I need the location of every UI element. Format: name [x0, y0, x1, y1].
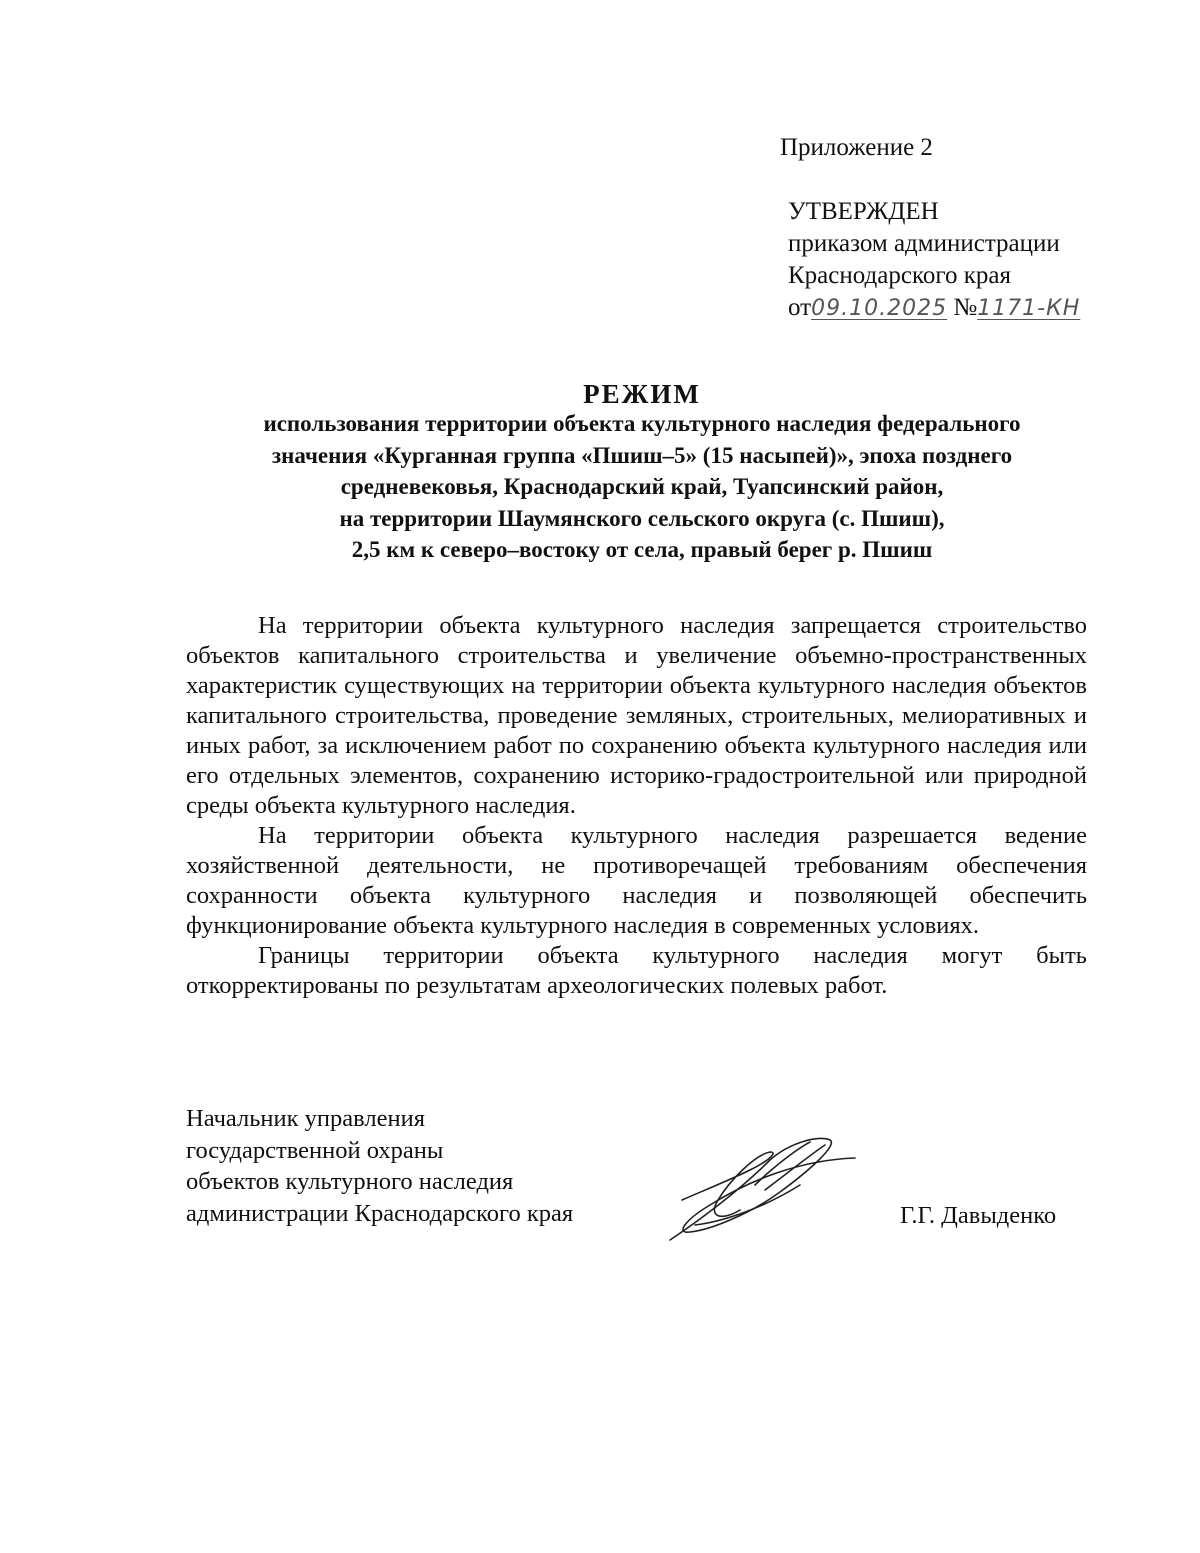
- order-number: 1171-КН: [977, 296, 1081, 321]
- approval-line-1: приказом администрации: [788, 230, 1060, 257]
- subtitle-line: использования территории объекта культурного наследия федерального: [263, 411, 1021, 436]
- document-subtitle: [150, 408, 1134, 566]
- approval-block: [788, 196, 1080, 325]
- signer-name: Г.Г. Давыденко: [900, 1202, 1057, 1229]
- subtitle-line: 2,5 км к северо–востоку от села, правый берег р. Пшиш: [351, 537, 933, 562]
- subtitle-line: на территории Шаумянского сельского округа (с. Пшиш),: [339, 505, 945, 531]
- order-number-label: №: [953, 294, 978, 321]
- order-from-label: от: [788, 294, 812, 321]
- document-title: РЕЖИМ: [583, 379, 701, 409]
- appendix-label: Приложение 2: [780, 134, 933, 161]
- subtitle-line: значения «Курганная группа «Пшиш–5» (15 насыпей)», эпоха позднего: [271, 442, 1013, 468]
- signer-position-line: объектов культурного наследия: [186, 1168, 514, 1195]
- handwritten-signature: [660, 1130, 880, 1250]
- subtitle-line: средневековья, Краснодарский край, Туапсинский район,: [340, 474, 944, 499]
- approval-line-2: Краснодарского края: [788, 262, 1011, 289]
- document-body: [186, 611, 1087, 1001]
- signer-position: [186, 1103, 573, 1229]
- body-paragraph: На территории объекта культурного наследия разрешается ведение хозяйственной деятельности, не противоречащей требованиям обеспечения сохранности объекта культурного наследия и позволяющей обеспечить функционирование объекта культурного наследия в современных условиях.: [186, 822, 1087, 939]
- body-paragraph: На территории объекта культурного наследия запрещается строительство объектов капитального строительства и увеличение объемно-пространственных характеристик существующих на территории объекта культурного наследия объектов капитального строительства, проведение земляных, строительных, мелиоративных и иных работ, за исключением работ по сохранению объекта культурного наследия или его отдельных элементов, сохранению историко-градостроительной или природной среды объекта культурного наследия.: [186, 612, 1087, 819]
- order-date: 09.10.2025: [811, 296, 948, 321]
- order-reference: [788, 292, 1080, 325]
- approval-status: УТВЕРЖДЕН: [788, 198, 939, 225]
- signer-position-line: администрации Краснодарского края: [186, 1199, 574, 1227]
- signer-position-line: Начальник управления: [186, 1105, 425, 1132]
- body-paragraph: Границы территории объекта культурного наследия могут быть откорректированы по результатам археологических полевых работ.: [186, 942, 1087, 999]
- signer-position-line: государственной охраны: [186, 1136, 444, 1164]
